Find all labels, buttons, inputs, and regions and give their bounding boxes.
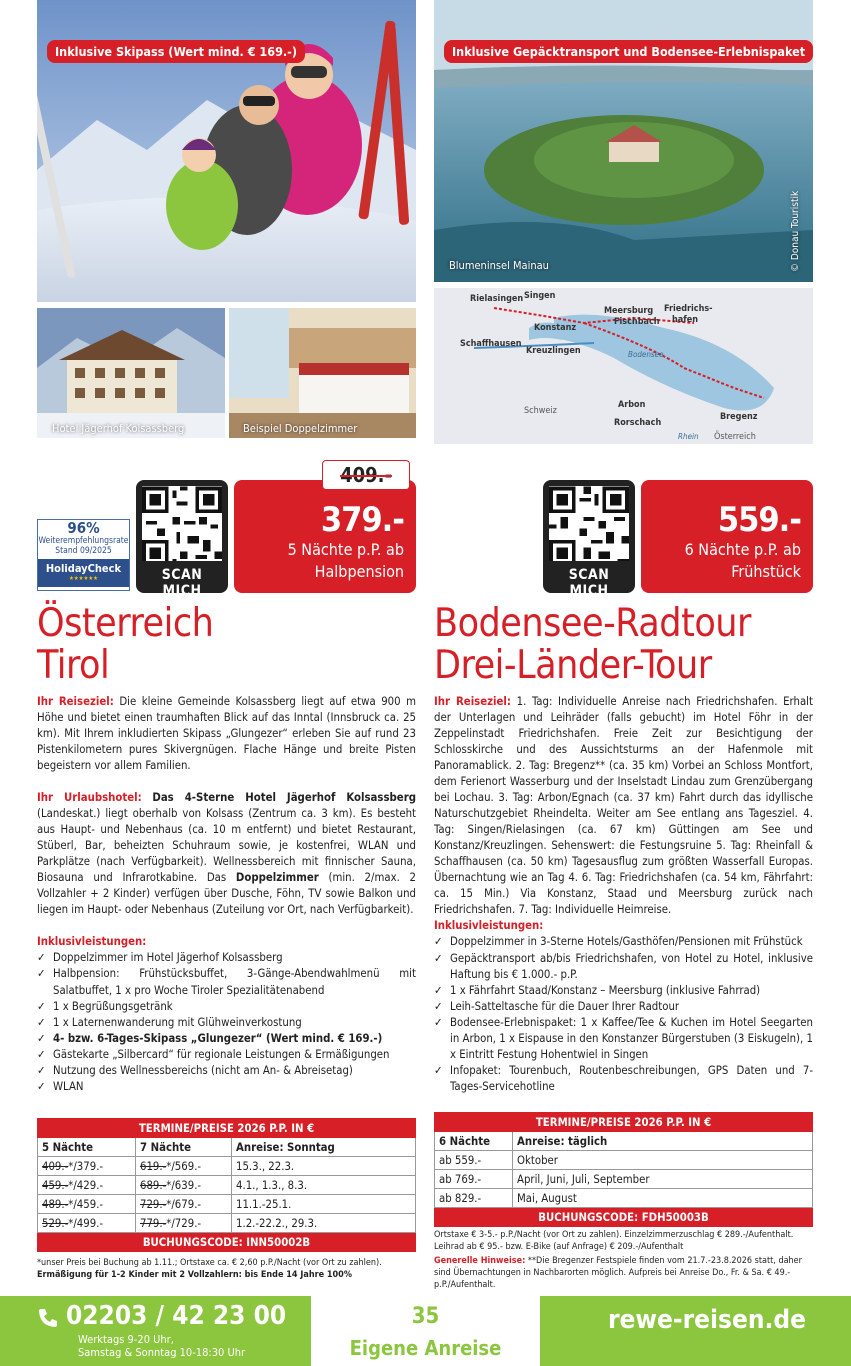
title-right-line2: Drei-Länder-Tour xyxy=(434,642,712,688)
col-header: Anreise: täglich xyxy=(513,1132,813,1151)
new-price: */379.- xyxy=(68,1159,104,1173)
left-reiseziel xyxy=(37,694,416,774)
hotel-photo xyxy=(37,308,225,438)
right-footnote xyxy=(434,1230,813,1291)
room-photo xyxy=(229,308,416,438)
table-header: TERMINE/PREISE 2026 P.P. IN € xyxy=(38,1119,416,1138)
old-price-left xyxy=(322,460,410,490)
scan-label-left: SCAN MICH xyxy=(161,567,203,599)
new-price: */429.- xyxy=(68,1178,104,1192)
old-price: 729.- xyxy=(140,1197,167,1211)
table-cell: 11.1.-25.1. xyxy=(232,1195,416,1214)
map-label-fischbach: Fischbach xyxy=(614,317,660,327)
footer xyxy=(0,1296,851,1366)
left-reiseziel-label: Ihr Reiseziel: xyxy=(37,695,114,708)
list-item: ✓ 1 x Fährfahrt Staad/Konstanz – Meersburg (inklusive Fahrrad) xyxy=(434,983,813,999)
map-label-friedrichshafen: Friedrichs- xyxy=(664,304,713,314)
list-item: ✓ 4- bzw. 6-Tages-Skipass „Glungezer“ (Wert mind. € 169.-) xyxy=(37,1031,416,1047)
phone-icon xyxy=(36,1306,60,1334)
table-cell: Oktober xyxy=(513,1151,813,1170)
table-cell: April, Juni, Juli, September xyxy=(513,1170,813,1189)
holidaycheck-badge xyxy=(37,519,130,591)
table-cell: ab 769.- xyxy=(435,1170,513,1189)
map-label-bodensee: Bodensee xyxy=(628,350,664,359)
table-cell xyxy=(136,1214,232,1233)
list-item: ✓ Doppelzimmer in 3-Sterne Hotels/Gasthöfen/Pensionen mit Frühstück xyxy=(434,934,813,950)
right-reiseziel-label: Ihr Reiseziel: xyxy=(434,695,511,708)
table-cell xyxy=(38,1157,136,1176)
price-left: 379.- xyxy=(320,500,404,540)
booking-code: BUCHUNGSCODE: FDH50003B xyxy=(435,1208,813,1227)
qr-pattern xyxy=(142,486,222,561)
col-header: 6 Nächte xyxy=(435,1132,513,1151)
table-cell: 1.2.-22.2., 29.3. xyxy=(232,1214,416,1233)
table-cell xyxy=(136,1176,232,1195)
right-inklusiv-label: Inklusivleistungen: xyxy=(434,919,544,933)
new-price: */729.- xyxy=(166,1216,202,1230)
price-left-sub1: 5 Nächte p.P. ab xyxy=(287,540,404,560)
right-body xyxy=(434,694,813,1095)
table-cell xyxy=(38,1176,136,1195)
new-price: */459.- xyxy=(68,1197,104,1211)
old-price-left-text: 409.- xyxy=(340,463,392,487)
left-footnote1: *unser Preis bei Buchung ab 1.11.; Ortstaxe ca. € 2,60 p.P./Nacht (vor Ort zu zahlen). xyxy=(37,1258,382,1268)
map-label-rhein: Rhein xyxy=(678,432,699,441)
right-reiseziel-text: 1. Tag: Individuelle Anreise nach Friedrichshafen. Erhalt der Unterlagen und Leihräder (falls gebucht) im Hotel Föhr in der Zeppelinstadt Friedrichshafen. Freie Zeit zur Besichtigung der Schlosskirche und des Aussichtsturms an der Hafenmole mit Panoramablick. 2. Tag: Bregenz** (ca. 35 km) Vorbei an Schloss Montfort, dem Ferienort Wasserburg und der Inselstadt Lindau zum Grenzübergang bei Lochau. 3. Tag: Arbon/Egnach (ca. 37 km) Fahrt durch das idyllische Naturschutzgebiet Rheindelta. Weiter am See entlang ans Tagesziel. 4. Tag: Singen/Rielasingen (ca. 67 km) Güttingen am See und Konstanz/Kreuzlingen. Sehenswert: die Festungsruine 5. Tag: Rheinfall & Schaffhausen (ca. 50 km) Tagesausflug zum größten Wasserfall Europas. Übernachtung wie an Tag 4. 6. Tag: Friedrichshafen (ca. 54 km, Fährfahrt: ca. 15 Min.) Via Konstanz, Staad und Meersburg zurück nach Friedrichshafen. 7. Tag: Individuelle Heimreise. xyxy=(434,695,813,917)
title-left xyxy=(37,603,213,686)
old-price: 619.- xyxy=(140,1159,167,1173)
table-row xyxy=(38,1214,416,1233)
list-item: ✓ Gästekarte „Silbercard“ für regionale Leistungen & Ermäßigungen xyxy=(37,1047,416,1063)
new-price: */499.- xyxy=(68,1216,104,1230)
map-label-hafen: hafen xyxy=(672,315,699,325)
table-row xyxy=(435,1189,813,1208)
map-label-rielasingen: Rielasingen xyxy=(470,294,524,304)
old-price: 459.- xyxy=(42,1178,69,1192)
old-price: 689.- xyxy=(140,1178,167,1192)
table-cell: 4.1., 1.3., 8.3. xyxy=(232,1176,416,1195)
map-label-schweiz: Schweiz xyxy=(524,406,557,416)
holidaycheck-brand: HolidayCheck xyxy=(45,562,122,575)
title-right-line1: Bodensee-Radtour xyxy=(434,601,751,646)
gepaeck-badge: Inklusive Gepäcktransport und Bodensee-Erlebnispaket xyxy=(444,40,813,63)
col-header: 7 Nächte xyxy=(136,1138,232,1157)
list-item: ✓ 1 x Laternenwanderung mit Glühweinverkostung xyxy=(37,1015,416,1031)
new-price: */639.- xyxy=(166,1178,202,1192)
left-inklusiv-label: Inklusivleistungen: xyxy=(37,935,147,949)
hours-line1: Werktags 9-20 Uhr, xyxy=(78,1333,174,1346)
list-item: ✓ Infopaket: Tourenbuch, Routenbeschreibungen, GPS Daten und 7-Tages-Servicehotline xyxy=(434,1063,813,1095)
right-footnote2-wrap xyxy=(434,1256,813,1291)
map-label-singen: Singen xyxy=(524,291,556,301)
price-box-left xyxy=(234,480,416,593)
price-table-right xyxy=(434,1112,813,1227)
qr-code-right[interactable] xyxy=(543,480,635,599)
map-label-schaffhausen: Schaffhausen xyxy=(460,339,522,349)
table-header: TERMINE/PREISE 2026 P.P. IN € xyxy=(435,1113,813,1132)
room-photo-caption: Beispiel Doppelzimmer xyxy=(243,422,358,435)
new-price: */569.- xyxy=(166,1159,202,1173)
list-item: ✓ Leih-Satteltasche für die Dauer Ihrer Radtour xyxy=(434,999,813,1015)
skipass-badge: Inklusive Skipass (Wert mind. € 169.-) xyxy=(47,40,305,63)
table-row xyxy=(435,1151,813,1170)
list-item: ✓ Nutzung des Wellnessbereichs (nicht am An- & Abreisetag) xyxy=(37,1063,416,1079)
col-header: 5 Nächte xyxy=(38,1138,136,1157)
old-price: 489.- xyxy=(42,1197,69,1211)
right-footnote2: **Die Bregenzer Festspiele finden vom 21.7.-23.8.2026 statt, daher sind Übernachtungen in Nachbarorten möglich. Aufpreis bei Anreise Do., Fr. & Sa. € 49.- p.P./Aufenthalt. xyxy=(434,1256,802,1290)
map-label-rorschach: Rorschach xyxy=(614,418,662,428)
left-footnote2: Ermäßigung für 1-2 Kinder mit 2 Vollzahlern: bis Ende 14 Jahre 100% xyxy=(37,1269,352,1280)
left-hotel-dz: Doppelzimmer xyxy=(235,871,319,885)
title-right xyxy=(434,603,751,686)
left-body xyxy=(37,694,416,1095)
mainau-caption: Blumeninsel Mainau xyxy=(449,259,549,272)
hours-line2: Samstag & Sonntag 10-18:30 Uhr xyxy=(78,1346,246,1359)
holidaycheck-line1: Weiterempfehlungsrate xyxy=(38,536,129,546)
footer-contact xyxy=(0,1296,311,1366)
hotel-photo-caption: Hotel Jägerhof Kolsassberg xyxy=(52,422,185,435)
holidaycheck-line2: Stand 09/2025 xyxy=(55,546,112,556)
table-row xyxy=(435,1170,813,1189)
price-right-sub1: 6 Nächte p.P. ab xyxy=(684,540,801,560)
phone-number[interactable]: 02203 / 42 23 00 xyxy=(66,1301,287,1331)
table-cell: ab 829.- xyxy=(435,1189,513,1208)
map-label-meersburg: Meersburg xyxy=(604,306,654,316)
booking-code: BUCHUNGSCODE: INN50002B xyxy=(38,1233,416,1252)
list-item: ✓ Doppelzimmer im Hotel Jägerhof Kolsassberg xyxy=(37,950,416,966)
left-hotel-label: Ihr Urlaubshotel: xyxy=(37,791,142,805)
price-left-sub2: Halbpension xyxy=(314,561,404,581)
table-row xyxy=(38,1195,416,1214)
right-inklusiv-list xyxy=(434,934,813,1094)
map-label-arbon: Arbon xyxy=(618,400,646,410)
title-left-line2: Tirol xyxy=(37,642,110,688)
table-row xyxy=(38,1176,416,1195)
qr-pattern xyxy=(549,486,629,561)
holidaycheck-logo xyxy=(38,559,129,587)
scan-label-right: SCAN MICH xyxy=(568,567,610,599)
left-hotel-text2: (min. 2/max. 2 Vollzahler + 2 Kinder) verfügen über Dusche, Föhn, TV sowie Balkon und liegen im Haupt- oder Nebenhaus (Zuteilung vor Ort, nach Verfügbarkeit). xyxy=(37,871,417,917)
left-hotel xyxy=(37,790,416,918)
table-cell: ab 559.- xyxy=(435,1151,513,1170)
map-label-bregenz: Bregenz xyxy=(720,412,758,422)
holidaycheck-stars: ★★★★★★ xyxy=(68,575,99,582)
table-cell xyxy=(38,1195,136,1214)
list-item: ✓ Bodensee-Erlebnispaket: 1 x Kaffee/Tee & Kuchen im Hotel Seegarten in Arbon, 1 x Eispause in den Konstanzer Bürgerstuben (3 Eiskugeln), 1 x Eintritt Festung Hohentwiel in Singen xyxy=(434,1015,813,1063)
old-price: 779.- xyxy=(140,1216,167,1230)
list-item: ✓ WLAN xyxy=(37,1079,416,1095)
page-number: 35 xyxy=(411,1304,440,1329)
footer-website xyxy=(540,1296,851,1366)
table-cell xyxy=(136,1157,232,1176)
website-link[interactable]: rewe-reisen.de xyxy=(608,1305,806,1335)
table-cell: 15.3., 22.3. xyxy=(232,1157,416,1176)
list-item: ✓ 1 x Begrüßungsgetränk xyxy=(37,999,416,1015)
left-hotel-bold: Das 4-Sterne Hotel Jägerhof Kolsassberg xyxy=(152,791,416,805)
list-item: ✓ Halbpension: Frühstücksbuffet, 3-Gänge-Abendwahlmenü mit Salatbuffet, 1 x pro Woche Tiroler Spezialitätenabend xyxy=(37,966,416,998)
table-cell: Mai, August xyxy=(513,1189,813,1208)
route-map xyxy=(434,288,813,444)
left-inklusiv-list xyxy=(37,950,416,1094)
holidaycheck-percent: 96% xyxy=(67,519,100,537)
photo-credit: © Donau Touristik xyxy=(790,190,801,272)
old-price: 529.- xyxy=(42,1216,69,1230)
map-label-kreuzlingen: Kreuzlingen xyxy=(526,346,581,356)
price-box-right xyxy=(641,480,813,593)
title-left-line1: Österreich xyxy=(37,601,214,646)
right-reiseziel xyxy=(434,694,813,918)
col-header: Anreise: Sonntag xyxy=(232,1138,416,1157)
map-label-oesterreich: Österreich xyxy=(714,432,756,442)
price-right-sub2: Frühstück xyxy=(731,561,801,581)
map-label-konstanz: Konstanz xyxy=(534,323,577,333)
new-price: */679.- xyxy=(166,1197,202,1211)
list-item: ✓ Gepäcktransport ab/bis Friedrichshafen, von Hotel zu Hotel, inklusive Haftung bis € 1.000.- p.P. xyxy=(434,951,813,983)
table-cell xyxy=(38,1214,136,1233)
price-right: 559.- xyxy=(717,500,801,540)
left-footnote xyxy=(37,1258,416,1281)
left-reiseziel-text: Die kleine Gemeinde Kolsassberg liegt auf etwa 900 m Höhe und bietet einen traumhaften Blick auf das Inntal (Innsbruck ca. 25 km). Mit Ihrem inkludierten Skipass „Glungezer“ erleben Sie auf rund 23 Pistenkilometern pures Skivergnügen. Flache Hänge und breite Pisten begeistern vor allem Familien. xyxy=(37,695,416,773)
price-table-left xyxy=(37,1118,416,1252)
table-cell xyxy=(136,1195,232,1214)
qr-code-left[interactable] xyxy=(136,480,228,599)
left-hotel-text: (Landeskat.) liegt oberhalb von Kolsass (Zentrum ca. 3 km). Es besteht aus Haupt- und Nebenhaus (ca. 10 m entfernt) und bietet Restaurant, Stüberl, Bar, beheizten Schuhraum sowie, je kostenfrei, WLAN und Parkplätze (nach Verfügbarkeit). Wellnessbereich mit finnischer Sauna, Biosauna und Infrarotkabine. Das xyxy=(37,807,416,885)
table-row xyxy=(38,1157,416,1176)
old-price: 409.- xyxy=(42,1159,69,1173)
right-footnote1: Ortstaxe € 3-5.- p.P./Nacht (vor Ort zu zahlen). Einzelzimmerzuschlag € 289.-/Aufenthalt. Leihrad ab € 95.- bzw. E-Bike (auf Anfrage) € 209.-/Aufenthalt xyxy=(434,1230,794,1252)
right-footnote2-label: Generelle Hinweise: xyxy=(434,1256,526,1267)
footer-tagline: Eigene Anreise xyxy=(349,1336,502,1360)
